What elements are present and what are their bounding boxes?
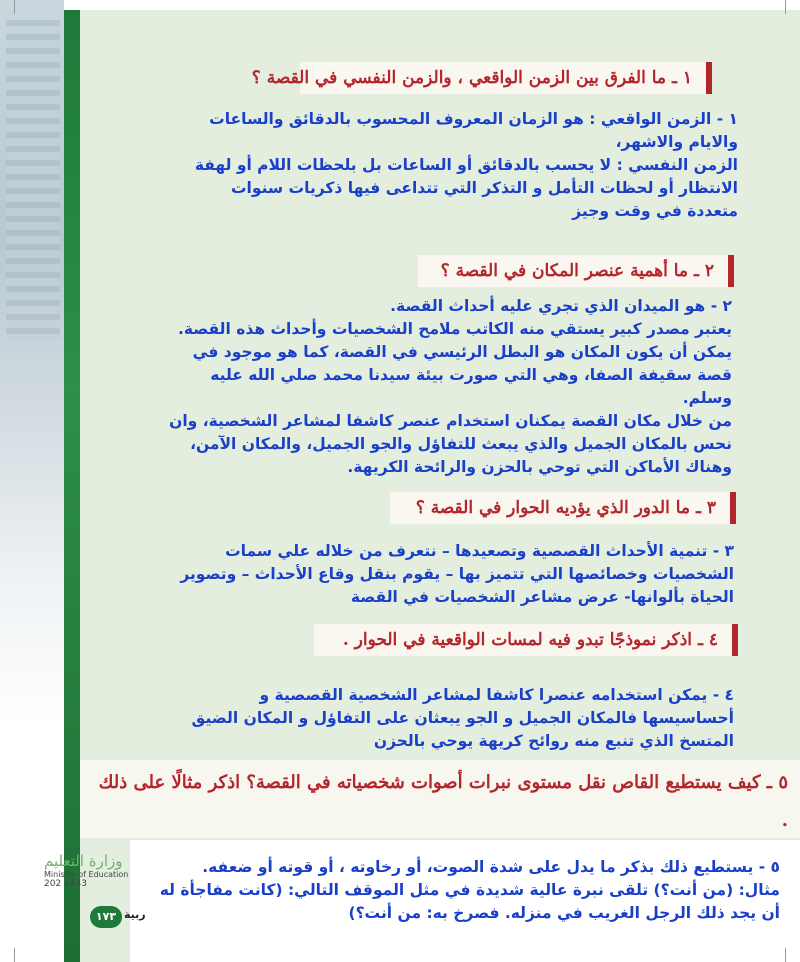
answer-4 (182, 684, 734, 753)
answer-5 (150, 856, 780, 925)
answer-2-line-4: من خلال مكان القصة يمكنان استخدام عنصر كاشفا لمشاعر الشخصية، وان نحس بالمكان الجميل والذي يبعث للتفاؤل والجو الجميل، والمكان الآمن، وهناك الأماكن التي توحي بالحزن والرائحة الكريهة. (169, 412, 732, 476)
answer-3 (178, 540, 734, 609)
question-1: ١ ـ ما الفرق بين الزمن الواقعي ، والزمن النفسي في القصة ؟ (300, 62, 712, 94)
page-number: ١٧٣ (90, 906, 122, 928)
crop-mark-bottom-left (14, 948, 29, 962)
question-2: ٢ ـ ما أهمية عنصر المكان في القصة ؟ (418, 255, 734, 287)
building-image (6, 20, 60, 340)
green-sidebar (64, 10, 80, 962)
ministry-name-arabic: وزارة التعليم (44, 852, 123, 870)
answer-5-line-1: ٥ - يستطيع ذلك بذكر ما يدل على شدة الصوت، أو رخاوته ، أو قوته أو ضعفه. (202, 858, 780, 876)
answer-1-line-1: ١ - الزمن الواقعي : هو الزمان المعروف المحسوب بالدقائق والساعات والايام والاشهر، (209, 110, 738, 151)
question-3: ٣ ـ ما الدور الذي يؤديه الحوار في القصة ؟ (390, 492, 736, 524)
answer-1-line-2: الزمن النفسي : لا يحسب بالدقائق أو الساعات بل بلحظات اللام أو لهفة الانتظار أو لحظات التأمل و التذكر التي تتداعى فيها ذكريات سنوات متعددة في وقت وجيز (194, 156, 738, 220)
question-5: ٥ ـ كيف يستطيع القاص نقل مستوى نبرات أصوات شخصياته في القصة؟ اذكر مثالًا على ذلك . (80, 760, 800, 838)
answer-3-line-1: ٣ - تنمية الأحداث القصصية وتصعيدها – نتعرف من خلاله علي سمات الشخصيات وخصائصها التي تتميز بها – يقوم بنقل وقاع الأحداث – وتصوير الحياة بألوانها- عرض مشاعر الشخصيات في القصة (180, 542, 734, 606)
edge-text: ربية (124, 908, 146, 921)
ministry-year: 202 1443 (44, 879, 87, 889)
crop-mark-bottom-right (771, 948, 786, 962)
answer-2-line-3: يمكن أن يكون المكان هو البطل الرئيسي في القصة، كما هو موجود في قصة سقيفة الصفا، وهي التي صورت بيئة سيدنا محمد صلي الله عليه وسلم. (192, 343, 732, 407)
answer-4-line-1: ٤ - يمكن استخدامه عنصرا كاشفا لمشاعر الشخصية القصصية و أحساسيسها فالمكان الجميل و الجو يبعثان على التفاؤل و المكان الضيق المتسخ الذي تنبع منه روائح كريهة يوحي بالحزن (191, 686, 734, 750)
answer-2-line-1: ٢ - هو الميدان الذي تجري عليه أحداث القصة. (390, 297, 732, 315)
crop-mark-top-right (771, 0, 786, 14)
answer-5-line-2: مثال: (من أنت؟) تلقى نبرة عالية شديدة في مثل الموقف التالي: (كانت مفاجأة له أن يجد ذلك الرجل الغريب في منزله. فصرخ به: من أنت؟) (159, 881, 780, 922)
answer-2 (160, 295, 732, 479)
answer-1 (176, 108, 738, 223)
crop-mark-top-left (14, 0, 29, 14)
photo-strip (0, 0, 64, 962)
ministry-name-english: Ministry of Education (44, 870, 129, 879)
answer-2-line-2: يعتبر مصدر كبير يستقي منه الكاتب ملامح الشخصيات وأحداث هذه القصة. (177, 320, 732, 338)
question-4: ٤ ـ اذكر نموذجًا تبدو فيه لمسات الواقعية في الحوار . (314, 624, 738, 656)
